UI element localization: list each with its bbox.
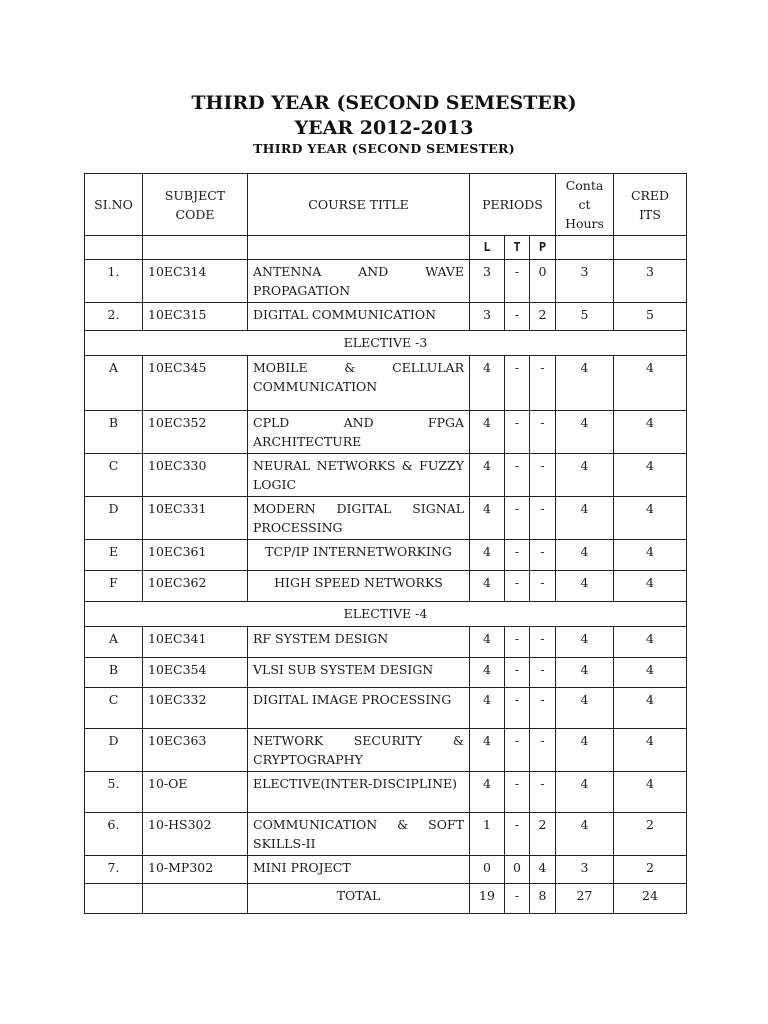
cell-subject-code: 10EC315	[143, 303, 248, 331]
cell-period-p: 2	[530, 303, 556, 331]
cell-period-p: -	[530, 688, 556, 729]
cell-slno: 5.	[85, 772, 143, 813]
cell-period-t: -	[505, 688, 530, 729]
cell-subject-code: 10-OE	[143, 772, 248, 813]
cell-course-title: RF SYSTEM DESIGN	[248, 627, 470, 658]
cell-period-t: -	[505, 260, 530, 303]
empty-cell	[614, 236, 687, 260]
table-row	[85, 411, 687, 454]
cell-contact-hours: 4	[556, 356, 614, 411]
cell-slno: 2.	[85, 303, 143, 331]
cell-contact-hours: 4	[556, 658, 614, 688]
cell-period-l: 4	[470, 772, 505, 813]
cell-period-l: 4	[470, 454, 505, 497]
header-slno: SI.NO	[85, 174, 143, 236]
cell-period-p: -	[530, 658, 556, 688]
total-label: TOTAL	[248, 884, 470, 914]
cell-contact-hours: 4	[556, 454, 614, 497]
cell-period-p: -	[530, 540, 556, 571]
empty-cell	[85, 236, 143, 260]
cell-contact-hours: 3	[556, 260, 614, 303]
cell-course-title: MODERN DIGITAL SIGNAL PROCESSING	[248, 497, 470, 540]
cell-course-title: CPLD AND FPGA ARCHITECTURE	[248, 411, 470, 454]
cell-course-title: MOBILE & CELLULAR COMMUNICATION	[248, 356, 470, 411]
header-course-title: COURSE TITLE	[248, 174, 470, 236]
header-subject-code: SUBJECT CODE	[143, 174, 248, 236]
cell-period-t: -	[505, 454, 530, 497]
cell-credits: 4	[614, 411, 687, 454]
cell-contact-hours: 4	[556, 411, 614, 454]
table-row	[85, 540, 687, 571]
empty-cell	[556, 236, 614, 260]
cell-period-p: 0	[530, 260, 556, 303]
cell-credits: 4	[614, 454, 687, 497]
table-row	[85, 772, 687, 813]
cell-period-l: 4	[470, 571, 505, 602]
cell-period-l: 0	[470, 856, 505, 884]
cell-period-l: 4	[470, 658, 505, 688]
header-periods: PERIODS	[470, 174, 556, 236]
table-row	[85, 627, 687, 658]
cell-subject-code: 10EC341	[143, 627, 248, 658]
cell-period-t: -	[505, 497, 530, 540]
cell-contact-hours: 4	[556, 627, 614, 658]
page-title: THIRD YEAR (SECOND SEMESTER)	[191, 92, 577, 114]
page-subtitle-year: YEAR 2012-2013	[294, 117, 474, 139]
total-l: 19	[470, 884, 505, 914]
total-credits: 24	[614, 884, 687, 914]
cell-contact-hours: 3	[556, 856, 614, 884]
table-row	[85, 497, 687, 540]
cell-credits: 2	[614, 856, 687, 884]
cell-course-title: DIGITAL COMMUNICATION	[248, 303, 470, 331]
cell-course-title: ELECTIVE(INTER-DISCIPLINE)	[248, 772, 470, 813]
cell-slno: F	[85, 571, 143, 602]
cell-course-title: DIGITAL IMAGE PROCESSING	[248, 688, 470, 729]
cell-subject-code: 10EC363	[143, 729, 248, 772]
cell-contact-hours: 4	[556, 540, 614, 571]
cell-subject-code: 10EC314	[143, 260, 248, 303]
cell-subject-code: 10EC332	[143, 688, 248, 729]
cell-credits: 4	[614, 356, 687, 411]
cell-course-title: NETWORK SECURITY & CRYPTOGRAPHY	[248, 729, 470, 772]
cell-subject-code: 10EC352	[143, 411, 248, 454]
cell-subject-code: 10EC345	[143, 356, 248, 411]
table-row	[85, 729, 687, 772]
cell-period-t: 0	[505, 856, 530, 884]
cell-period-t: -	[505, 571, 530, 602]
cell-period-p: -	[530, 627, 556, 658]
section-row	[85, 331, 687, 356]
cell-period-l: 4	[470, 411, 505, 454]
cell-credits: 4	[614, 540, 687, 571]
cell-credits: 3	[614, 260, 687, 303]
cell-period-t: -	[505, 411, 530, 454]
cell-period-p: -	[530, 454, 556, 497]
cell-slno: C	[85, 688, 143, 729]
table-row	[85, 813, 687, 856]
cell-contact-hours: 4	[556, 497, 614, 540]
cell-period-l: 3	[470, 303, 505, 331]
empty-cell	[248, 236, 470, 260]
cell-course-title: HIGH SPEED NETWORKS	[248, 571, 470, 602]
total-hours: 27	[556, 884, 614, 914]
cell-slno: E	[85, 540, 143, 571]
cell-contact-hours: 4	[556, 813, 614, 856]
cell-contact-hours: 4	[556, 729, 614, 772]
cell-slno: A	[85, 627, 143, 658]
cell-period-l: 4	[470, 729, 505, 772]
cell-contact-hours: 4	[556, 688, 614, 729]
cell-period-l: 4	[470, 540, 505, 571]
cell-contact-hours: 5	[556, 303, 614, 331]
cell-contact-hours: 4	[556, 772, 614, 813]
cell-subject-code: 10EC361	[143, 540, 248, 571]
cell-period-t: -	[505, 303, 530, 331]
cell-slno: B	[85, 411, 143, 454]
cell-course-title: TCP/IP INTERNETWORKING	[248, 540, 470, 571]
cell-credits: 4	[614, 571, 687, 602]
table-row	[85, 303, 687, 331]
empty-cell	[143, 884, 248, 914]
course-table	[84, 173, 687, 914]
cell-credits: 4	[614, 497, 687, 540]
cell-period-p: 4	[530, 856, 556, 884]
cell-period-p: -	[530, 411, 556, 454]
header-credits: CRED ITS	[614, 174, 687, 236]
cell-period-p: -	[530, 772, 556, 813]
cell-period-t: -	[505, 540, 530, 571]
cell-credits: 4	[614, 688, 687, 729]
cell-period-p: -	[530, 729, 556, 772]
cell-subject-code: 10EC330	[143, 454, 248, 497]
cell-period-l: 4	[470, 688, 505, 729]
cell-slno: B	[85, 658, 143, 688]
cell-slno: A	[85, 356, 143, 411]
cell-period-l: 4	[470, 627, 505, 658]
table-row	[85, 658, 687, 688]
total-p: 8	[530, 884, 556, 914]
section-row	[85, 602, 687, 627]
table-row	[85, 856, 687, 884]
cell-period-p: 2	[530, 813, 556, 856]
cell-slno: D	[85, 729, 143, 772]
header-period-l: L	[470, 236, 505, 260]
table-row	[85, 260, 687, 303]
cell-period-p: -	[530, 497, 556, 540]
cell-subject-code: 10-MP302	[143, 856, 248, 884]
cell-subject-code: 10-HS302	[143, 813, 248, 856]
cell-slno: C	[85, 454, 143, 497]
cell-subject-code: 10EC331	[143, 497, 248, 540]
cell-period-l: 3	[470, 260, 505, 303]
cell-slno: 6.	[85, 813, 143, 856]
cell-credits: 4	[614, 658, 687, 688]
cell-period-t: -	[505, 658, 530, 688]
empty-cell	[143, 236, 248, 260]
header-contact-hours: Conta ct Hours	[556, 174, 614, 236]
cell-credits: 4	[614, 772, 687, 813]
table-row	[85, 571, 687, 602]
header-period-p: P	[530, 236, 556, 260]
table-row	[85, 356, 687, 411]
section-heading: ELECTIVE -3	[85, 331, 687, 356]
cell-contact-hours: 4	[556, 571, 614, 602]
empty-cell	[85, 884, 143, 914]
table-row	[85, 688, 687, 729]
cell-period-l: 1	[470, 813, 505, 856]
cell-period-t: -	[505, 356, 530, 411]
cell-period-p: -	[530, 356, 556, 411]
cell-credits: 4	[614, 729, 687, 772]
cell-credits: 4	[614, 627, 687, 658]
cell-period-l: 4	[470, 497, 505, 540]
cell-slno: 7.	[85, 856, 143, 884]
cell-period-l: 4	[470, 356, 505, 411]
cell-course-title: NEURAL NETWORKS & FUZZY LOGIC	[248, 454, 470, 497]
cell-slno: D	[85, 497, 143, 540]
cell-period-t: -	[505, 729, 530, 772]
cell-course-title: COMMUNICATION & SOFT SKILLS-II	[248, 813, 470, 856]
cell-course-title: VLSI SUB SYSTEM DESIGN	[248, 658, 470, 688]
cell-course-title: MINI PROJECT	[248, 856, 470, 884]
header-period-t: T	[505, 236, 530, 260]
cell-period-t: -	[505, 627, 530, 658]
cell-period-t: -	[505, 772, 530, 813]
cell-subject-code: 10EC354	[143, 658, 248, 688]
cell-course-title: ANTENNA AND WAVE PROPAGATION	[248, 260, 470, 303]
cell-period-t: -	[505, 813, 530, 856]
table-caption: THIRD YEAR (SECOND SEMESTER)	[253, 141, 515, 156]
cell-credits: 5	[614, 303, 687, 331]
cell-slno: 1.	[85, 260, 143, 303]
cell-subject-code: 10EC362	[143, 571, 248, 602]
cell-period-p: -	[530, 571, 556, 602]
total-t: -	[505, 884, 530, 914]
table-row	[85, 454, 687, 497]
section-heading: ELECTIVE -4	[85, 602, 687, 627]
cell-credits: 2	[614, 813, 687, 856]
